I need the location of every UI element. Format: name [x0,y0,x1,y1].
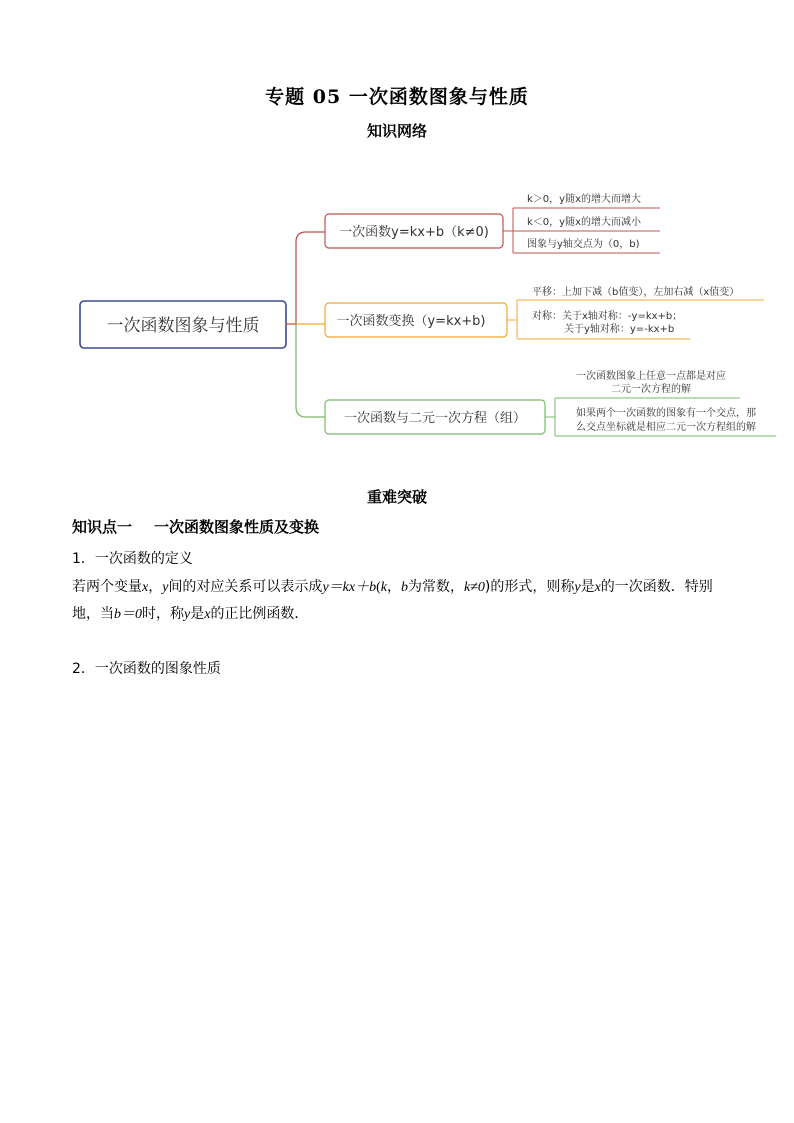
mindmap-branch3-leaf-2-line1: 如果两个一次函数的图象有一个交点，那 [576,408,756,419]
mindmap-branch1-leaf-1: k＞0，y随x的增大而增大 [527,194,641,205]
mindmap-branch1-leaf-2: k＜0，y随x的增大而减小 [527,217,641,228]
knowledge-point-title: 一次函数图象性质及变换 [154,518,320,536]
mindmap-branch1-leaf-3: 图象与y轴交点为（0，b) [527,239,640,250]
mindmap-branch2-leaf-2-line2: 关于y轴对称：y=-kx+b [564,324,675,335]
knowledge-point-heading [72,516,341,537]
connector-root-branch1 [286,232,325,324]
mindmap-branch1-label: 一次函数y=kx+b（k≠0) [339,225,489,240]
page-title: 专题 05 一次函数图象与性质 [265,86,529,108]
mindmap-branch2-leaf-2-line1: 对称：关于x轴对称：-y=kx+b； [532,311,683,322]
mindmap-branch3-leaf-1-line1: 一次函数图象上任意一点都是对应 [576,371,726,382]
mindmap-branch3-leaf-1-line2: 二元一次方程的解 [611,384,691,395]
definition-paragraph: 若两个变量x，y间的对应关系可以表示成y＝kx＋b(k，b为常数，k≠0)的形式，则称y是x的一次函数．特别地，当b＝0时，称y是x的正比例函数． [72,579,713,622]
knowledge-point-label: 知识点一 [72,518,133,536]
mind-map [0,0,794,470]
item1-title: 1．一次函数的定义 [72,551,193,567]
mindmap-branch3-label: 一次函数与二元一次方程（组） [343,411,527,426]
formula-linear: y＝kx＋b [322,580,377,595]
mindmap-branch2-leaf-1: 平移：上加下减（b值变），左加右减（x值变） [532,287,740,298]
connector-root-branch3 [296,324,325,417]
mindmap-root-label: 一次函数图象与性质 [106,316,260,336]
section-title-key-points: 重难突破 [366,488,427,506]
item2-title: 2．一次函数的图象性质 [72,661,221,677]
section-title-knowledge-network: 知识网络 [366,122,427,140]
mindmap-branch3-leaf-2-line2: 么交点坐标就是相应二元一次方程组的解 [576,422,756,433]
mindmap-branch2-label: 一次函数变换（y=kx+b) [336,314,486,329]
